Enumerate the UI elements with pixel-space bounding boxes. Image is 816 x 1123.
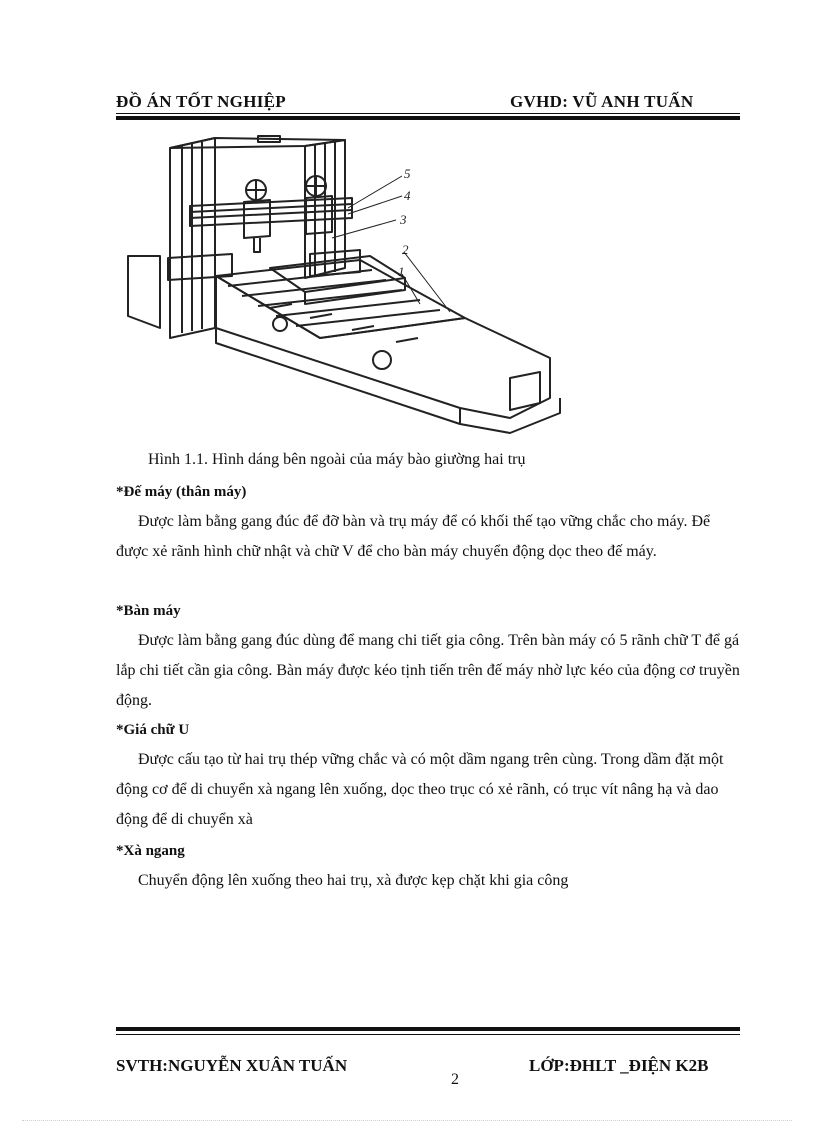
section-heading-xa-ngang: *Xà ngang bbox=[116, 843, 185, 859]
section-heading-ban-may: *Bàn máy bbox=[116, 603, 181, 619]
planer-machine-figure bbox=[120, 128, 570, 440]
callout-3: 3 bbox=[400, 212, 407, 227]
header-left: ĐỒ ÁN TỐT NGHIỆP bbox=[116, 92, 286, 111]
page-number: 2 bbox=[451, 1071, 459, 1088]
section-text-de-may-content: Được làm bằng gang đúc để đỡ bàn và trụ máy để có khối thế tạo vững chắc cho máy. Để được xẻ rãnh hình chữ nhật và chữ V để cho bàn máy chuyển động dọc theo đế máy. bbox=[116, 513, 711, 560]
callout-2: 2 bbox=[402, 242, 409, 257]
callout-4: 4 bbox=[404, 188, 411, 203]
page-bottom-dotted-line bbox=[22, 1120, 792, 1121]
header-rule-thick bbox=[116, 116, 740, 120]
section-text-ban-may-content: Được làm bằng gang đúc dùng để mang chi tiết gia công. Trên bàn máy có 5 rãnh chữ T để gá lắp chi tiết cần gia công. Bàn máy được kéo tịnh tiến trên đế máy nhờ lực kéo của động cơ truyền động. bbox=[116, 632, 740, 709]
section-heading-gia-chu-u: *Giá chữ U bbox=[116, 722, 190, 738]
section-text-xa-ngang bbox=[116, 866, 740, 896]
section-text-ban-may bbox=[116, 626, 740, 716]
header-rule-thin bbox=[116, 113, 740, 114]
footer-rule-thin bbox=[116, 1034, 740, 1035]
section-text-gia-chu-u-content: Được cấu tạo từ hai trụ thép vững chắc và có một dầm ngang trên cùng. Trong dầm đặt một động cơ để di chuyển xà ngang lên xuống, dọc theo trục có xẻ rãnh, có trục vít nâng hạ và dao động để di chuyển xà bbox=[116, 751, 724, 828]
footer-right: LỚP:ĐHLT _ĐIỆN K2B bbox=[529, 1056, 709, 1075]
footer-rule-thick bbox=[116, 1027, 740, 1031]
callout-1: 1 bbox=[398, 264, 405, 279]
section-text-gia-chu-u bbox=[116, 745, 740, 835]
section-text-xa-ngang-content: Chuyển động lên xuống theo hai trụ, xà được kẹp chặt khi gia công bbox=[138, 872, 569, 889]
figure-caption: Hình 1.1. Hình dáng bên ngoài của máy bào giường hai trụ bbox=[148, 451, 526, 468]
section-text-de-may bbox=[116, 507, 740, 567]
section-heading-de-may: *Đế máy (thân máy) bbox=[116, 484, 247, 500]
header-right: GVHD: VŨ ANH TUẤN bbox=[510, 92, 694, 111]
callout-5: 5 bbox=[404, 166, 411, 181]
footer-left: SVTH:NGUYỄN XUÂN TUẤN bbox=[116, 1056, 348, 1075]
